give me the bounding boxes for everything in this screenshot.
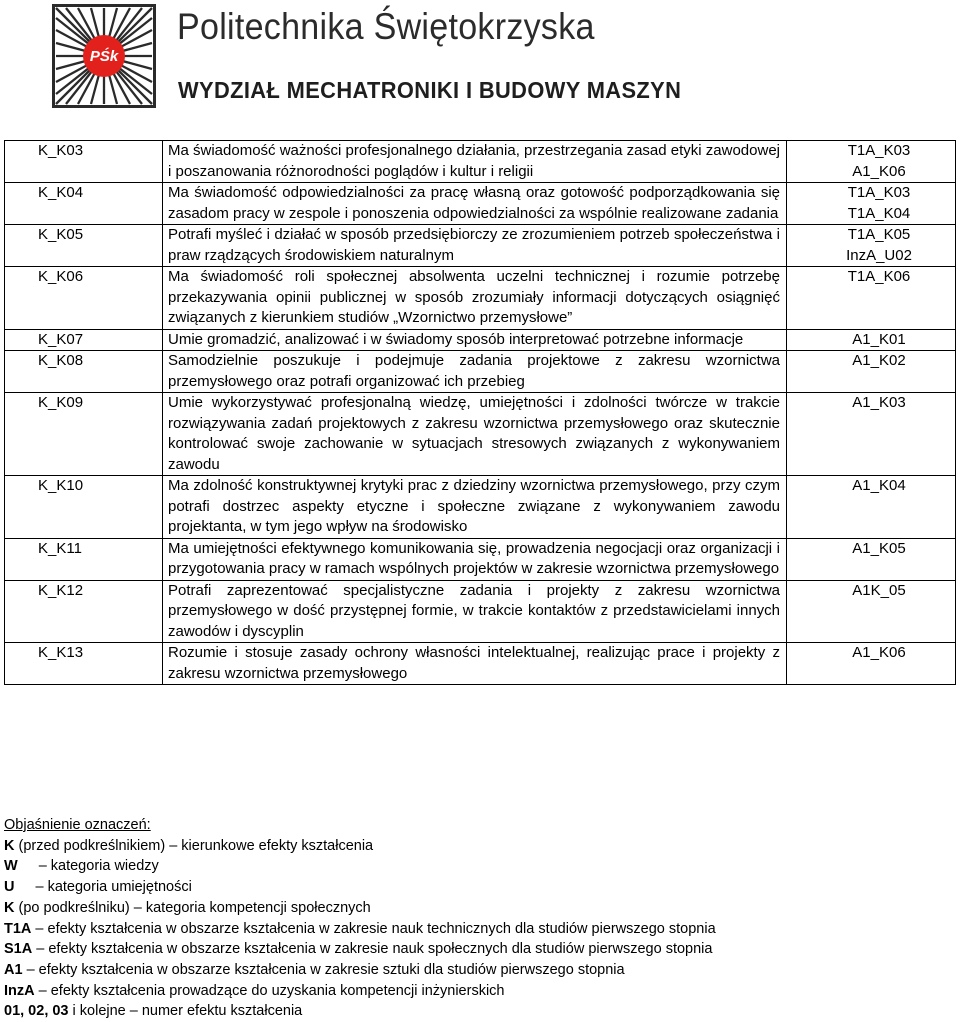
table-row bbox=[5, 141, 956, 183]
outcome-references: T1A_K06 bbox=[787, 267, 956, 330]
outcome-description: Ma zdolność konstruktywnej krytyki prac z dziedziny wzornictwa przemysłowego, przy czym potrafi dostrzec aspekty etyczne i społeczne związane z wykonywaniem zawodu projektanta, w tym jego wpływ na środowisko bbox=[163, 476, 787, 539]
legend-row-a1: A1 – efekty kształcenia w obszarze kształcenia w zakresie sztuki dla studiów pierwszego stopnia bbox=[4, 961, 625, 978]
outcome-code: K_K03 bbox=[5, 141, 163, 183]
outcome-description: Ma świadomość odpowiedzialności za pracę własną oraz gotowość podporządkowania się zasadom pracy w zespole i ponoszenia odpowiedzialności za wspólnie realizowane zadania bbox=[163, 183, 787, 225]
svg-text:PŚk: PŚk bbox=[89, 48, 119, 65]
outcome-code: K_K07 bbox=[5, 329, 163, 351]
outcome-code: K_K09 bbox=[5, 393, 163, 476]
outcome-description: Ma świadomość roli społecznej absolwenta uczelni technicznej i rozumie potrzebę przekazywania opinii publicznej w sposób zrozumiały informacji dotyczących osiągnięć związanych z kierunkiem studiów „Wzornictwo przemysłowe” bbox=[163, 267, 787, 330]
table-row bbox=[5, 183, 956, 225]
table-row bbox=[5, 643, 956, 685]
legend bbox=[4, 815, 954, 1022]
table-row bbox=[5, 476, 956, 539]
legend-row-s1a: S1A – efekty kształcenia w obszarze kształcenia w zakresie nauk społecznych dla studiów pierwszego stopnia bbox=[4, 941, 713, 958]
legend-row-numbers: 01, 02, 03 i kolejne – numer efektu kształcenia bbox=[4, 1003, 303, 1020]
legend-row-inza: InzA – efekty kształcenia prowadzące do uzyskania kompetencji inżynierskich bbox=[4, 982, 505, 999]
outcome-description: Umie gromadzić, analizować i w świadomy sposób interpretować potrzebne informacje bbox=[163, 329, 787, 351]
outcome-references: T1A_K03 A1_K06 bbox=[787, 141, 956, 183]
outcome-code: K_K11 bbox=[5, 538, 163, 580]
outcome-references: A1_K03 bbox=[787, 393, 956, 476]
outcome-references: A1_K06 bbox=[787, 643, 956, 685]
outcome-references: T1A_K05 InzA_U02 bbox=[787, 225, 956, 267]
outcome-description: Samodzielnie poszukuje i podejmuje zadania projektowe z zakresu wzornictwa przemysłowego oraz potrafi organizować ich przebieg bbox=[163, 351, 787, 393]
outcome-description: Ma świadomość ważności profesjonalnego działania, przestrzegania zasad etyki zawodowej i poszanowania różnorodności poglądów i kultur i religii bbox=[163, 141, 787, 183]
outcome-code: K_K05 bbox=[5, 225, 163, 267]
outcome-description: Umie wykorzystywać profesjonalną wiedzę, umiejętności i zdolności twórcze w trakcie rozwiązywania zadań projektowych z zakresu wzornictwa przemysłowego oraz skutecznie kontrolować swoje zachowanie w sytuacjach stresowych związanych z wykonywaniem zawodu bbox=[163, 393, 787, 476]
outcome-code: K_K06 bbox=[5, 267, 163, 330]
university-logo bbox=[52, 4, 156, 108]
outcome-references: A1_K01 bbox=[787, 329, 956, 351]
outcome-references: A1_K05 bbox=[787, 538, 956, 580]
table-row bbox=[5, 538, 956, 580]
outcome-code: K_K12 bbox=[5, 580, 163, 643]
outcome-code: K_K10 bbox=[5, 476, 163, 539]
table-row bbox=[5, 351, 956, 393]
outcome-references: T1A_K03 T1A_K04 bbox=[787, 183, 956, 225]
legend-title: Objaśnienie oznaczeń: bbox=[4, 817, 151, 833]
outcome-description: Potrafi zaprezentować specjalistyczne zadania i projekty z zakresu wzornictwa przemysłowego w dość przystępnej formie, w trakcie kontaktów z przedstawicielami innych zawodów i dyscyplin bbox=[163, 580, 787, 643]
header bbox=[0, 0, 960, 112]
outcome-description: Ma umiejętności efektywnego komunikowania się, prowadzenia negocjacji oraz organizacji i przygotowania pracy w ramach wspólnych projektów w zakresie wzornictwa przemysłowego bbox=[163, 538, 787, 580]
university-name: Politechnika Świętokrzyska bbox=[177, 6, 595, 47]
outcome-references: A1_K04 bbox=[787, 476, 956, 539]
outcome-code: K_K08 bbox=[5, 351, 163, 393]
outcome-description: Rozumie i stosuje zasady ochrony własności intelektualnej, realizując prace i projekty z zakresu wzornictwa przemysłowego bbox=[163, 643, 787, 685]
legend-row-t1a: T1A – efekty kształcenia w obszarze kształcenia w zakresie nauk technicznych dla studiów pierwszego stopnia bbox=[4, 920, 716, 937]
table-row bbox=[5, 580, 956, 643]
table-row bbox=[5, 267, 956, 330]
learning-outcomes-table bbox=[4, 140, 956, 685]
legend-row-k-before: K (przed podkreślnikiem) – kierunkowe efekty kształcenia bbox=[4, 837, 374, 854]
outcome-references: A1_K02 bbox=[787, 351, 956, 393]
legend-row-k-after: K (po podkreślniku) – kategoria kompetencji społecznych bbox=[4, 899, 371, 916]
outcome-code: K_K13 bbox=[5, 643, 163, 685]
legend-title-row bbox=[4, 815, 954, 836]
faculty-name: WYDZIAŁ MECHATRONIKI I BUDOWY MASZYN bbox=[178, 77, 682, 103]
table-row bbox=[5, 225, 956, 267]
outcome-description: Potrafi myśleć i działać w sposób przedsiębiorczy ze zrozumieniem potrzeb społeczeństwa i praw rządzących środowiskiem naturalnym bbox=[163, 225, 787, 267]
outcome-references: A1K_05 bbox=[787, 580, 956, 643]
outcome-code: K_K04 bbox=[5, 183, 163, 225]
table-row bbox=[5, 393, 956, 476]
legend-row-u: U – kategoria umiejętności bbox=[4, 879, 192, 896]
legend-row-w: W – kategoria wiedzy bbox=[4, 858, 159, 875]
table-row bbox=[5, 329, 956, 351]
